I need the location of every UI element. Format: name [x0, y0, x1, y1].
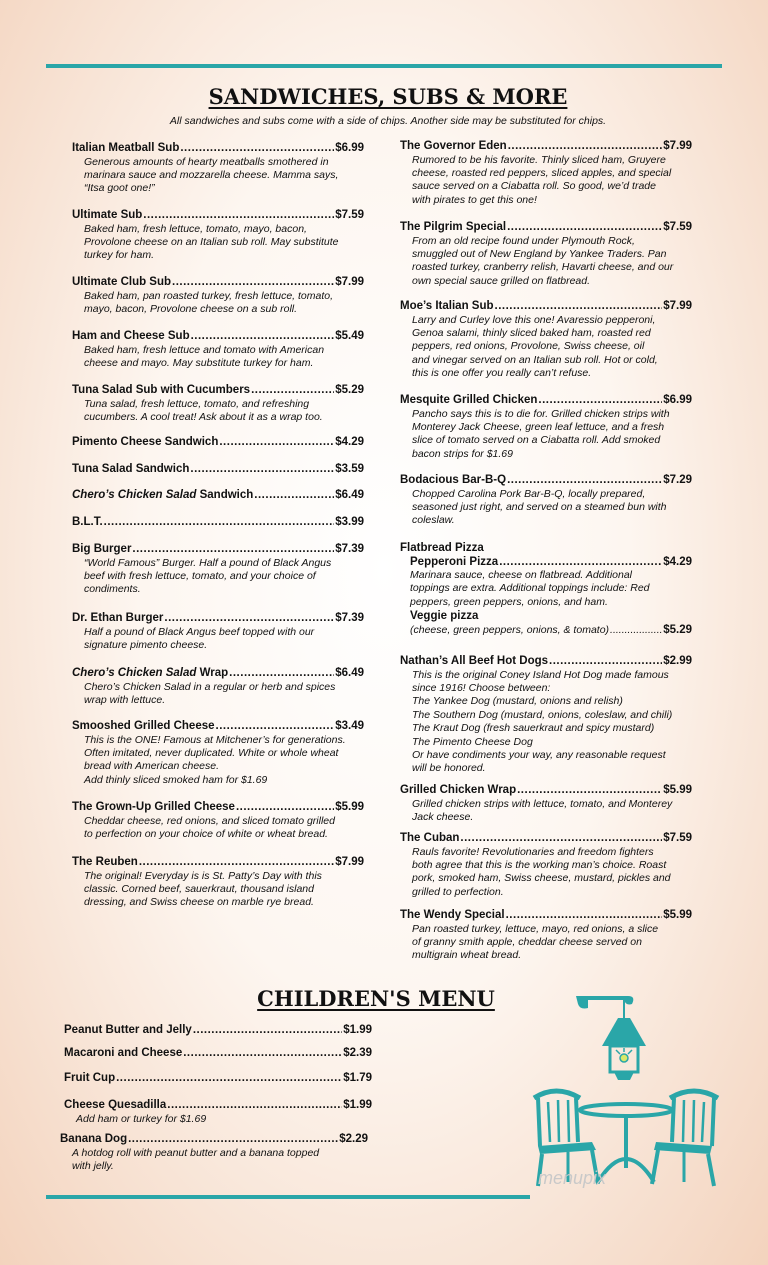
item-name: B.L.T.: [72, 516, 103, 528]
description-line: cheese, roasted red peppers, sliced apples, and special: [412, 166, 672, 179]
item-title-line: [72, 720, 364, 734]
item-name: Grilled Chicken Wrap: [400, 784, 517, 796]
item-description: [60, 1147, 368, 1174]
item-description: [400, 235, 692, 289]
item-name: Tuna Salad Sub with Cucumbers: [72, 384, 251, 396]
menu-item: [72, 667, 364, 707]
leader-dots: [183, 1047, 342, 1061]
item-title-line: [72, 436, 364, 450]
item-name: Bodacious Bar-B-Q: [400, 474, 507, 486]
item-price: $7.39: [335, 543, 364, 555]
description-line: seasoned just right, and served on a steamed bun with: [412, 500, 667, 513]
leader-dots: [507, 474, 662, 488]
description-line: Tuna salad, fresh lettuce, tomato, and refreshing: [84, 397, 310, 410]
menu-item: [400, 394, 692, 461]
description-line: Monterey Jack Cheese, green leaf lettuce, and a fresh: [412, 420, 665, 433]
menu-item: [400, 474, 692, 528]
flatbread-block: [400, 542, 692, 637]
item-name: Banana Dog: [60, 1133, 128, 1145]
description-line: will be honored.: [412, 762, 486, 775]
watermark: menupix: [538, 1168, 607, 1188]
sandwiches-heading: SANDWICHES, SUBS & MORE: [208, 84, 568, 109]
item-price: $5.99: [663, 784, 692, 796]
leader-dots: [538, 394, 662, 408]
item-description: [400, 154, 692, 208]
item-price: $2.29: [339, 1133, 368, 1145]
item-price: $5.29: [335, 384, 364, 396]
item-title-line: [400, 394, 692, 408]
leader-dots: [180, 142, 334, 156]
item-name: The Reuben: [72, 856, 138, 868]
item-title-line: [72, 463, 364, 477]
description-line: Pancho says this is to die for. Grilled chicken strips with: [412, 407, 670, 420]
item-description: [400, 488, 692, 528]
item-name: The Wendy Special: [400, 909, 505, 921]
leader-dots: [254, 489, 334, 503]
item-name: Smooshed Grilled Cheese: [72, 720, 215, 732]
description-line: “Itsa goot one!”: [84, 182, 155, 195]
item-title-line: [400, 909, 692, 923]
description-line: Cheddar cheese, red onions, and sliced tomato grilled: [84, 814, 335, 827]
item-title-line: [400, 300, 692, 314]
item-price: $6.49: [335, 667, 364, 679]
item-price: $7.99: [663, 300, 692, 312]
description-line: Generous amounts of hearty meatballs smothered in: [84, 155, 329, 168]
description-line: beef with fresh lettuce, tomato, and your choice of: [84, 569, 316, 582]
cafe-lamp-icon: [602, 1018, 646, 1046]
leader-dots: [229, 667, 334, 681]
description-line: Genoa salami, thinly sliced baked ham, roasted red: [412, 326, 651, 339]
leader-dots: [132, 543, 334, 557]
description-line: bread with American cheese.: [84, 760, 220, 773]
description-line: with jelly.: [72, 1159, 114, 1172]
item-title-line: [400, 474, 692, 488]
item-price: $4.29: [335, 436, 364, 448]
menu-item: [400, 140, 692, 207]
item-title-line: [64, 1072, 372, 1086]
item-name: Moe’s Italian Sub: [400, 300, 494, 312]
item-title-line: [72, 801, 364, 815]
description-line: Larry and Curley love this one! Avaressio pepperoni,: [412, 313, 656, 326]
item-description: [72, 681, 364, 708]
menu-item: [72, 276, 364, 316]
item-name: Italian Meatball Sub: [72, 142, 180, 154]
description-line: Marinara sauce, cheese on flatbread. Additional: [410, 569, 632, 581]
item-name: The Governor Eden: [400, 140, 507, 152]
description-line: turkey for ham.: [84, 249, 155, 262]
description-line: The Kraut Dog (fresh sauerkraut and spicy mustard): [412, 722, 655, 735]
description-line: Half a pound of Black Angus beef topped with our: [84, 625, 315, 638]
bottom-divider: [46, 1195, 530, 1199]
menu-item: [72, 720, 364, 787]
item-title-line: [72, 209, 364, 223]
pepperoni-description: [410, 569, 692, 609]
item-title-line: [64, 1099, 372, 1113]
description-line: Pan roasted turkey, lettuce, mayo, red onions, a slice: [412, 922, 659, 935]
description-line: toppings are extra. Additional toppings include: Red: [410, 582, 650, 595]
item-title-line: [72, 276, 364, 290]
item-title-line: [400, 832, 692, 846]
menu-item: [400, 784, 692, 824]
item-name: Pimento Cheese Sandwich: [72, 436, 219, 448]
description-line: coleslaw.: [412, 514, 455, 527]
item-price: $5.49: [335, 330, 364, 342]
description-line: peppers, green peppers, onions, and ham.: [410, 595, 608, 608]
item-price: $6.49: [335, 489, 364, 501]
description-line: This is the ONE! Famous at Mitchener’s for generations.: [84, 733, 346, 746]
pepperoni-price: $4.29: [663, 555, 692, 568]
description-line: A hotdog roll with peanut butter and a banana topped: [72, 1146, 320, 1159]
description-line: Provolone cheese on an Italian sub roll. May substitute: [84, 235, 339, 248]
item-description: [64, 1113, 372, 1126]
menu-item: [72, 330, 364, 370]
item-title-line: [72, 612, 364, 626]
menu-item: [72, 384, 364, 424]
item-title-line: [64, 1047, 372, 1061]
description-line: dressing, and Swiss cheese on marble rye bread.: [84, 896, 314, 909]
item-name: Tuna Salad Sandwich: [72, 463, 190, 475]
description-line: marinara sauce and mozzarella cheese. Mamma says,: [84, 168, 339, 181]
item-name-italic: Chero’s Chicken Salad: [72, 667, 197, 679]
description-line: slice of tomato served on a Ciabatta roll. Add smoked: [412, 434, 661, 447]
description-line: Rumored to be his favorite. Thinly sliced ham, Gruyere: [412, 153, 666, 166]
item-price: $5.99: [335, 801, 364, 813]
item-name-italic: Chero’s Chicken Salad: [72, 489, 197, 501]
item-name-rest: Wrap: [196, 667, 229, 679]
leader-dots: [172, 276, 334, 290]
description-line: both agree that this is the working man’s choice. Roast: [412, 858, 667, 871]
item-price: $7.39: [335, 612, 364, 624]
item-description: [400, 314, 692, 381]
item-price: $3.59: [335, 463, 364, 475]
description-line: Grilled chicken strips with lettuce, tomato, and Monterey: [412, 797, 673, 810]
description-line: pork, smoked ham, Swiss cheese, mustard, pickles and: [412, 872, 671, 885]
description-line: The Yankee Dog (mustard, onions and relish): [412, 695, 623, 708]
item-description: [400, 923, 692, 963]
item-name: The Grown-Up Grilled Cheese: [72, 801, 235, 813]
leader-dots: [506, 909, 663, 923]
item-description: [72, 398, 364, 425]
description-line: bacon strips for $1.69: [412, 447, 513, 460]
item-description: [72, 156, 364, 196]
veggie-name: Veggie pizza: [410, 610, 479, 623]
description-line: mayo, bacon, Provolone cheese on a sub roll.: [84, 302, 298, 315]
item-title-line: [72, 516, 364, 530]
leader-dots: [610, 624, 662, 638]
item-description: [400, 408, 692, 462]
description-line: smuggled out of New England by Yankee Traders. Pan: [412, 247, 667, 260]
description-line: From an old recipe found under Plymouth Rock,: [412, 234, 635, 247]
menu-item: [400, 655, 692, 776]
item-price: $3.99: [335, 516, 364, 528]
item-description: [72, 344, 364, 371]
item-price: $7.99: [335, 856, 364, 868]
description-line: of granny smith apple, cheddar cheese served on: [412, 935, 642, 948]
item-description: [400, 669, 692, 776]
description-line: Often imitated, never duplicated. White or whole wheat: [84, 746, 339, 759]
menu-item: [400, 300, 692, 381]
item-title-line: [64, 1024, 372, 1038]
description-line: Or have condiments your way, any reasonable request: [412, 748, 666, 761]
leader-dots: [508, 140, 663, 154]
item-description: [72, 290, 364, 317]
leader-dots: [495, 300, 663, 314]
item-title-line: [60, 1133, 368, 1147]
item-title-line: [72, 543, 364, 557]
item-name: [72, 667, 228, 681]
item-name-rest: Sandwich: [196, 489, 254, 501]
leader-dots: [164, 612, 334, 626]
leader-dots: [236, 801, 334, 815]
description-line: to perfection on your choice of white or wheat bread.: [84, 827, 328, 840]
description-line: Add ham or turkey for $1.69: [76, 1112, 207, 1125]
description-line: Rauls favorite! Revolutionaries and freedom fighters: [412, 845, 654, 858]
leader-dots: [191, 330, 335, 344]
item-price: $6.99: [335, 142, 364, 154]
item-price: $7.59: [663, 221, 692, 233]
veggie-price: $5.29: [663, 623, 692, 636]
item-title-line: [400, 140, 692, 154]
item-title-line: [400, 784, 692, 798]
item-description: [72, 734, 364, 788]
description-line: The Southern Dog (mustard, onions, coleslaw, and chili): [412, 708, 673, 721]
leader-dots: [167, 1099, 342, 1113]
description-line: wrap with lettuce.: [84, 693, 166, 706]
menu-item: [72, 209, 364, 263]
description-line: grilled to perfection.: [412, 885, 504, 898]
menu-item: [400, 221, 692, 288]
leader-dots: [549, 655, 662, 669]
leader-dots: [139, 856, 334, 870]
description-line: Jack cheese.: [412, 810, 474, 823]
item-title-line: [72, 667, 364, 681]
leader-dots: [190, 463, 334, 477]
description-line: condiments.: [84, 583, 141, 596]
description-line: This is the original Coney Island Hot Dog made famous: [412, 668, 669, 681]
leader-dots: [143, 209, 334, 223]
description-line: Add thinly sliced smoked ham for $1.69: [84, 773, 268, 786]
item-price: $7.59: [663, 832, 692, 844]
item-name: Peanut Butter and Jelly: [64, 1024, 192, 1036]
description-line: peppers, red onions, Provolone, Swiss cheese, oil: [412, 340, 645, 353]
menu-item: [72, 801, 364, 841]
item-price: $1.99: [343, 1099, 372, 1111]
item-name: Big Burger: [72, 543, 132, 555]
menu-item: [72, 612, 364, 652]
item-name: The Cuban: [400, 832, 460, 844]
leader-dots: [193, 1024, 342, 1038]
item-price: $3.49: [335, 720, 364, 732]
item-description: [72, 815, 364, 842]
item-name: Dr. Ethan Burger: [72, 612, 164, 624]
menu-item: [64, 1072, 372, 1086]
sandwiches-note: All sandwiches and subs come with a side of chips. Another side may be substituted for chips.: [169, 115, 607, 127]
description-line: own special sauce grilled on flatbread.: [412, 274, 591, 287]
menu-item: [400, 909, 692, 963]
item-name: Macaroni and Cheese: [64, 1047, 183, 1059]
description-line: cucumbers. A cool treat! Ask about it as a wrap too.: [84, 410, 323, 423]
menu-item: [400, 832, 692, 899]
leader-dots: [460, 832, 662, 846]
description-line: Baked ham, fresh lettuce and tomato with American: [84, 343, 325, 356]
leader-dots: [128, 1133, 338, 1147]
item-description: [72, 557, 364, 597]
item-title-line: [72, 856, 364, 870]
item-title-line: [400, 221, 692, 235]
description-line: Baked ham, fresh lettuce, tomato, mayo, bacon,: [84, 222, 307, 235]
description-line: sauce served on a Ciabatta roll. So good, we’d trade: [412, 180, 656, 193]
item-name: The Pilgrim Special: [400, 221, 507, 233]
veggie-description: (cheese, green peppers, onions, & tomato): [410, 623, 610, 636]
item-name: Cheese Quesadilla: [64, 1099, 167, 1111]
item-description: [400, 846, 692, 900]
description-line: cheese and mayo. May substitute turkey for ham.: [84, 356, 314, 369]
veggie-line: [410, 624, 692, 638]
flatbread-title: Flatbread Pizza: [400, 542, 484, 554]
item-price: $2.39: [343, 1047, 372, 1059]
item-price: $7.99: [663, 140, 692, 152]
item-price: $5.99: [663, 909, 692, 921]
description-line: Chopped Carolina Pork Bar-B-Q, locally prepared,: [412, 487, 646, 500]
bistro-table-chairs-icon: [528, 986, 728, 1191]
description-line: Baked ham, pan roasted turkey, fresh lettuce, tomato,: [84, 289, 334, 302]
menu-item: [72, 489, 364, 503]
description-line: “World Famous” Burger. Half a pound of Black Angus: [84, 556, 332, 569]
item-description: [72, 626, 364, 653]
item-name: Nathan’s All Beef Hot Dogs: [400, 655, 549, 667]
item-description: [72, 223, 364, 263]
description-line: Chero’s Chicken Salad in a regular or herb and spices: [84, 680, 336, 693]
item-price: $7.29: [663, 474, 692, 486]
item-name: Ultimate Sub: [72, 209, 143, 221]
leader-dots: [219, 436, 334, 450]
menu-item: [72, 463, 364, 477]
item-description: [400, 798, 692, 825]
menu-item: [64, 1047, 372, 1061]
leader-dots: [517, 784, 662, 798]
item-price: $6.99: [663, 394, 692, 406]
leader-dots: [507, 221, 662, 235]
item-price: $1.79: [343, 1072, 372, 1084]
menu-item: [72, 142, 364, 196]
item-name: Fruit Cup: [64, 1072, 116, 1084]
leader-dots: [251, 384, 334, 398]
description-line: classic. Corned beef, sauerkraut, thousand island: [84, 882, 314, 895]
item-name: Mesquite Grilled Chicken: [400, 394, 538, 406]
description-line: roasted turkey, cranberry relish, Havarti cheese, and our: [412, 261, 674, 274]
menu-item: [72, 856, 364, 910]
item-price: $7.59: [335, 209, 364, 221]
item-price: $2.99: [663, 655, 692, 667]
item-title-line: [400, 655, 692, 669]
item-title-line: [72, 142, 364, 156]
item-price: $7.99: [335, 276, 364, 288]
item-description: [72, 870, 364, 910]
children-heading: CHILDREN'S MENU: [257, 986, 495, 1011]
leader-dots: [116, 1072, 342, 1086]
menu-item: [60, 1133, 368, 1173]
item-name: [72, 489, 253, 503]
menu-item: [72, 516, 364, 530]
item-name: Ultimate Club Sub: [72, 276, 172, 288]
description-line: The original! Everyday is is St. Patty’s Day with this: [84, 869, 322, 882]
description-line: with pirates to get this one!: [412, 193, 537, 206]
item-title-line: [72, 330, 364, 344]
menu-item: [64, 1024, 372, 1038]
item-title-line: [72, 489, 364, 503]
leader-dots: [104, 516, 335, 530]
pepperoni-title-line: [410, 556, 692, 570]
item-title-line: [72, 384, 364, 398]
description-line: and vinegar served on an Italian sub roll. Hot or cold,: [412, 353, 658, 366]
top-divider: [46, 64, 722, 68]
description-line: signature pimento cheese.: [84, 638, 208, 651]
menu-item: [72, 543, 364, 597]
item-name: Ham and Cheese Sub: [72, 330, 190, 342]
leader-dots: [216, 720, 335, 734]
menu-item: [64, 1099, 372, 1126]
pepperoni-name: Pepperoni Pizza: [410, 555, 499, 568]
leader-dots: [499, 556, 662, 570]
menu-item: [72, 436, 364, 450]
item-price: $1.99: [343, 1024, 372, 1036]
description-line: since 1916! Choose between:: [412, 681, 551, 694]
description-line: multigrain wheat bread.: [412, 949, 522, 962]
description-line: The Pimento Cheese Dog: [412, 735, 533, 748]
description-line: this is one offer you really can’t refuse.: [412, 367, 592, 380]
